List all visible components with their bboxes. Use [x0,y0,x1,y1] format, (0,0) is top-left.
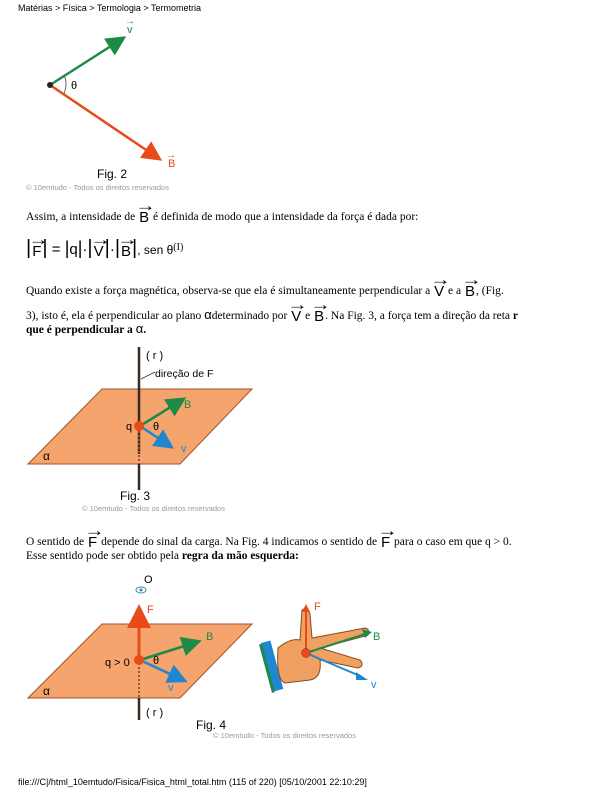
alpha-label: α [43,684,50,698]
v-label: v [181,443,187,455]
fig3-copyright: © 10emtudo - Todos os direitos reservados [82,504,225,513]
b-vector [50,85,158,158]
hand-v-label: v [371,679,377,691]
hand-f-label: F [314,601,321,613]
theta-label: θ [153,655,160,667]
b-label: B [168,158,176,170]
r-label: ( r ) [146,707,164,719]
fig4-label: Fig. 4 [196,718,227,732]
figure-3 [20,342,260,502]
v-vector [50,39,122,85]
theta-label: θ [153,421,160,433]
fig2-copyright: © 10emtudo - Todos os direitos reservados [26,183,169,192]
paragraph-intensity: Assim, a intensidade de → B é definida de modo que a intensidade da força é dada por: [26,210,418,225]
f-label: F [147,604,154,616]
paragraph-direction-line1: O sentido de → F depende do sinal da carga. Na Fig. 4 indicamos o sentido de → F para o caso em que q > 0. [26,535,512,550]
origin-point [47,82,53,88]
alpha-label: α [43,449,50,463]
direction-label: direção de F [155,368,214,380]
figure-4 [20,568,400,728]
v-label: v [168,682,174,694]
angle-arc [64,76,66,94]
paragraph-perpendicular-line3: que é perpendicular a α. [26,321,147,336]
b-label: B [184,399,192,411]
charge-q [134,421,144,431]
hand-b-label: B [373,631,381,643]
paragraph-perpendicular-line1: Quando existe a força magnética, observa-se que ela é simultaneamente perpendicular a → V e a → B, (Fig. [26,284,504,299]
eye-observer-icon [136,587,146,593]
theta-label: θ [71,80,78,92]
fig3-label: Fig. 3 [120,489,151,503]
footer-url: file:///C|/html_10emtudo/Fisica/Fisica_html_total.htm (115 of 220) [05/10/2001 22:10:29] [18,777,367,787]
formula: |→ F| = |q|·|→ V|·|→ B|, sen $\theta^{(I)}$ [26,238,183,260]
o-label: O [144,574,153,586]
v-label: v [127,24,133,36]
figure-2 [30,15,210,180]
q-label: q [126,421,133,433]
paragraph-direction-line2: Esse sentido pode ser obtido pela regra da mão esquerda: [26,550,299,562]
breadcrumb: Matérias > Física > Termologia > Termometria [18,3,201,13]
q-label: q > 0 [105,657,130,669]
b-arrow-icon: → [166,150,176,161]
vector-b: → B [138,211,150,225]
r-label: ( r ) [146,350,164,362]
charge-q [134,655,144,665]
b-label: B [206,631,214,643]
fig4-copyright: © 10emtudo - Todos os direitos reservados [213,731,356,740]
v-arrow-icon: → [125,16,135,27]
fig2-label: Fig. 2 [97,167,128,181]
left-hand-illustration [259,601,380,693]
paragraph-perpendicular-line2: 3), isto é, ela é perpendicular ao plano αdeterminado por → V e → B. Na Fig. 3, a força tem a direção da reta r [26,308,518,324]
